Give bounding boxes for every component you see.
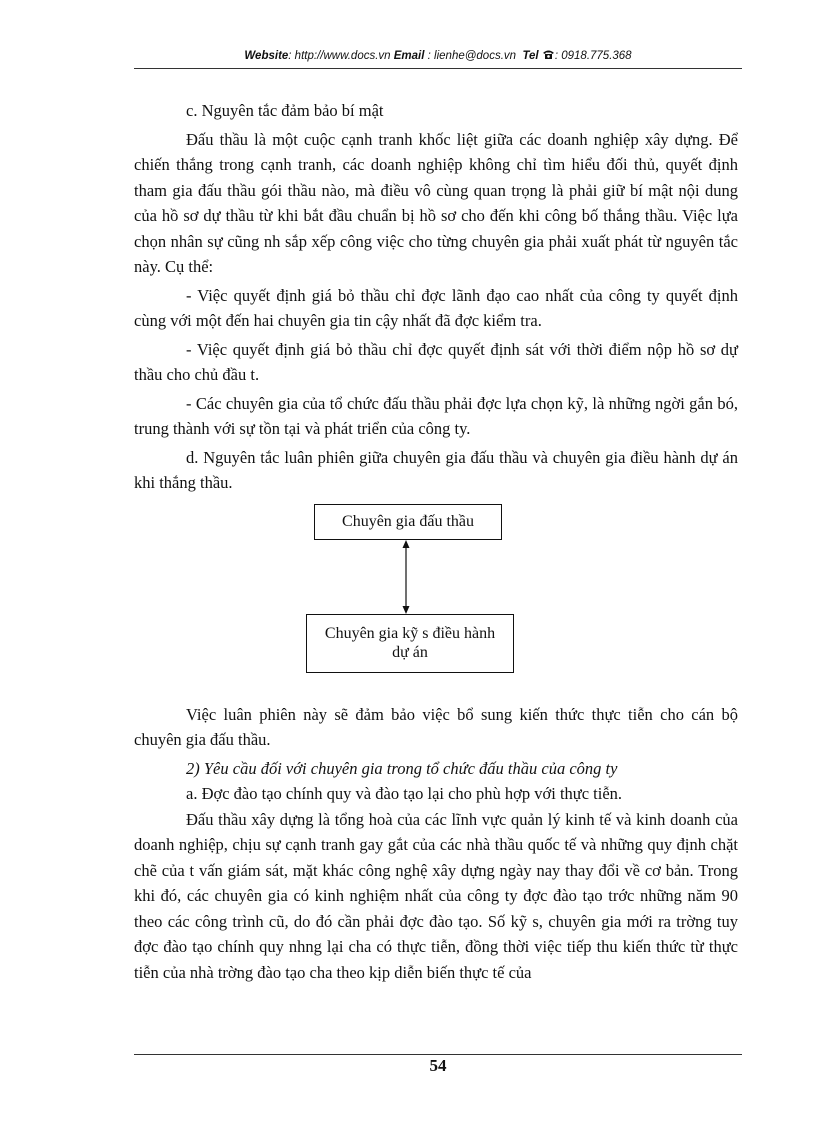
tel-label: Tel [522, 50, 539, 62]
tel-value: : 0918.775.368 [554, 50, 632, 62]
double-arrow-icon [396, 540, 416, 614]
footer-rule [134, 1054, 742, 1055]
section-heading-2: 2) Yêu cầu đối với chuyên gia trong tổ chức đấu thầu của công ty [186, 758, 618, 778]
heading-d: d. Nguyên tắc luân phiên giữa chuyên gia đấu thầu và chuyên gia điều hành dự án khi thắng thầu. [134, 447, 738, 492]
header-rule [134, 68, 742, 69]
paragraph-confidentiality: Đấu thầu là một cuộc cạnh tranh khốc liệt giữa các doanh nghiệp xây dựng. Để chiến thắng trong cạnh tranh, các doanh nghiệp không chỉ tìm hiểu đối thủ, quyết định tham gia đấu thầu gói thầu nào, mà điều vô cùng quan trọng là phải giữ bí mật nội dung của hồ sơ dự thầu từ khi bắt đầu chuẩn bị hồ sơ cho đến khi công bố thắng thầu. Việc lựa chọn nhân sự cũng nh sắp xếp công việc cho từng chuyên gia phải xuất phát từ nguyên tắc này. Cụ thể: [134, 129, 738, 276]
heading-a: a. Đợc đào tạo chính quy và đào tạo lại cho phù hợp với thực tiễn. [186, 784, 623, 803]
website-label: Website [244, 50, 289, 62]
bullet-item: - Việc quyết định giá bỏ thầu chỉ đợc lãnh đạo cao nhất của công ty quyết định cùng với một đến hai chuyên gia tin cậy nhất đã đợc kiểm tra. [134, 285, 738, 330]
diagram-box-bidding-expert: Chuyên gia đấu thầu [314, 504, 502, 540]
email-label: Email [393, 50, 425, 62]
rotation-diagram [134, 500, 738, 688]
website-value: : http://www.docs.vn [288, 50, 391, 62]
heading-c: c. Nguyên tắc đảm bảo bí mật [186, 101, 384, 120]
bullet-item: - Việc quyết định giá bỏ thầu chỉ đợc quyết định sát với thời điểm nộp hồ sơ dự thầu cho chủ đầu t. [134, 339, 738, 384]
page-number: 54 [429, 1056, 447, 1075]
paragraph-rotation-benefit: Việc luân phiên này sẽ đảm bảo việc bổ sung kiến thức thực tiễn cho cán bộ chuyên gia đấu thầu. [134, 704, 738, 749]
telephone-icon [542, 49, 555, 60]
diagram-box-project-engineer: Chuyên gia kỹ s điều hành dự án [306, 614, 514, 673]
paragraph-training: Đấu thầu xây dựng là tổng hoà của các lĩnh vực quản lý kinh tế và kinh doanh của doanh nghiệp, chịu sự cạnh tranh gay gắt của các nhà thầu quốc tế và những quy định chặt chẽ của t vấn giám sát, mặt khác công nghệ xây dựng ngày nay thay đổi về cơ bản. Trong khi đó, các chuyên gia có kinh nghiệm nhất của công ty đợc đào tạo trớc những năm 90 theo các công trình cũ, do đó cần phải đợc đào tạo. Số kỹ s, chuyên gia mới ra trờng tuy đợc đào tạo chính quy nhng lại cha có thực tiễn, đồng thời việc tiếp thu kiến thức từ thực tiễn của nhà trờng đào tạo cha theo kịp diễn biến thực tế của [134, 809, 738, 982]
bullet-item: - Các chuyên gia của tổ chức đấu thầu phải đợc lựa chọn kỹ, là những ngời gắn bó, trung thành với sự tồn tại và phát triển của công ty. [134, 393, 738, 438]
email-value: : lienhe@docs.vn [427, 50, 517, 62]
page-body [134, 98, 738, 985]
page-header [134, 46, 742, 68]
